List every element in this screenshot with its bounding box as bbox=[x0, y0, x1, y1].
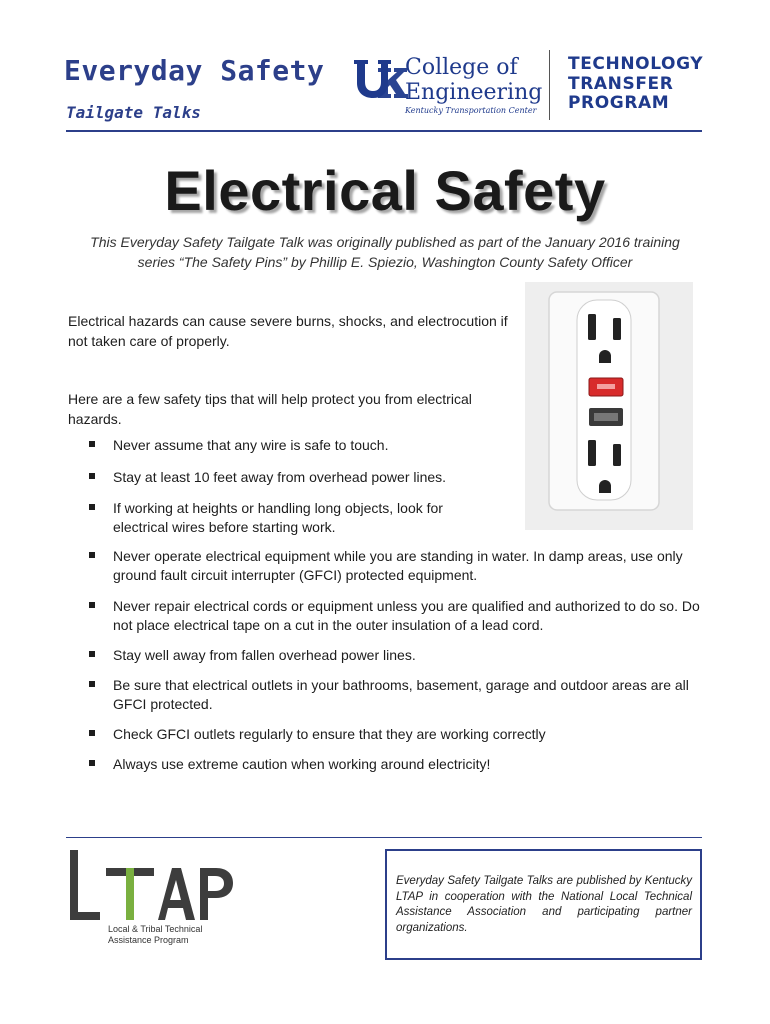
uk-logo-icon bbox=[352, 56, 408, 104]
tips-intro: Here are a few safety tips that will help protect you from electrical hazards. bbox=[68, 391, 472, 427]
list-item bbox=[68, 468, 508, 487]
header-title: Everyday Safety bbox=[64, 54, 325, 87]
tip-text: Never assume that any wire is safe to touch. bbox=[113, 437, 389, 453]
list-item bbox=[68, 547, 708, 585]
tip-text: Be sure that electrical outlets in your bathrooms, basement, garage and outdoor areas are all GFCI protected. bbox=[113, 677, 689, 712]
tip-text: Always use extreme caution when working around electricity! bbox=[113, 756, 491, 772]
ktc-text: Kentucky Transportation Center bbox=[405, 106, 537, 115]
intro-paragraph: Electrical hazards can cause severe burns, shocks, and electrocution if not taken care of properly. bbox=[68, 313, 508, 349]
list-item bbox=[68, 597, 708, 635]
tip-text: Stay at least 10 feet away from overhead power lines. bbox=[113, 469, 447, 485]
list-item bbox=[68, 499, 488, 537]
tip-text: Never operate electrical equipment while you are standing in water. In damp areas, use only ground fault circuit interrupter (GFCI) protected equipment. bbox=[113, 548, 683, 583]
college-line2: Engineering bbox=[405, 80, 543, 105]
page-title: Electrical Safety bbox=[164, 159, 606, 222]
header-divider bbox=[549, 50, 550, 120]
ltap-caption bbox=[108, 924, 202, 946]
header-subtitle: Tailgate Talks bbox=[66, 103, 201, 122]
bullet-icon bbox=[89, 504, 95, 510]
college-name bbox=[405, 55, 542, 105]
tip-text: Never repair electrical cords or equipment unless you are qualified and authorized to do so. Do not place electrical tape on a cut in the outer insulation of a lead cord. bbox=[113, 598, 700, 633]
bullet-icon bbox=[89, 730, 95, 736]
list-item bbox=[68, 755, 708, 774]
bullet-icon bbox=[89, 681, 95, 687]
bullet-icon bbox=[89, 760, 95, 766]
header-rule bbox=[66, 130, 702, 132]
bullet-icon bbox=[89, 441, 95, 447]
tip-text: Stay well away from fallen overhead power lines. bbox=[113, 647, 416, 663]
ttp-line1: TECHNOLOGY bbox=[568, 54, 704, 74]
footer-rule bbox=[66, 837, 702, 838]
college-line1: College of bbox=[405, 55, 518, 80]
tip-text: Check GFCI outlets regularly to ensure that they are working correctly bbox=[113, 726, 546, 742]
outlet-icon bbox=[525, 282, 693, 530]
bullet-icon bbox=[89, 473, 95, 479]
ttp-line3: PROGRAM bbox=[568, 93, 670, 113]
list-item bbox=[68, 646, 708, 665]
publication-note: Everyday Safety Tailgate Talks are published by Kentucky LTAP in cooperation with the National Local Technical Assistance Association and participating partner organizations. bbox=[396, 875, 692, 934]
ttp-line2: TRANSFER bbox=[568, 73, 674, 94]
ltap-caption-line1: Local & Tribal Technical bbox=[108, 924, 203, 934]
ltap-caption-line2: Assistance Program bbox=[108, 935, 189, 945]
gfci-outlet-image bbox=[525, 282, 693, 530]
ttp-logo bbox=[568, 55, 703, 114]
tip-text: If working at heights or handling long objects, look for electrical wires before starting work. bbox=[113, 500, 443, 535]
list-item bbox=[68, 436, 508, 455]
attribution: This Everyday Safety Tailgate Talk was originally published as part of the January 2016 training series “The Safety Pins” by Phillip E. Spiezio, Washington County Safety Officer bbox=[90, 234, 680, 270]
bullet-icon bbox=[89, 651, 95, 657]
bullet-icon bbox=[89, 602, 95, 608]
bullet-icon bbox=[89, 552, 95, 558]
list-item bbox=[68, 676, 708, 714]
list-item bbox=[68, 725, 708, 744]
